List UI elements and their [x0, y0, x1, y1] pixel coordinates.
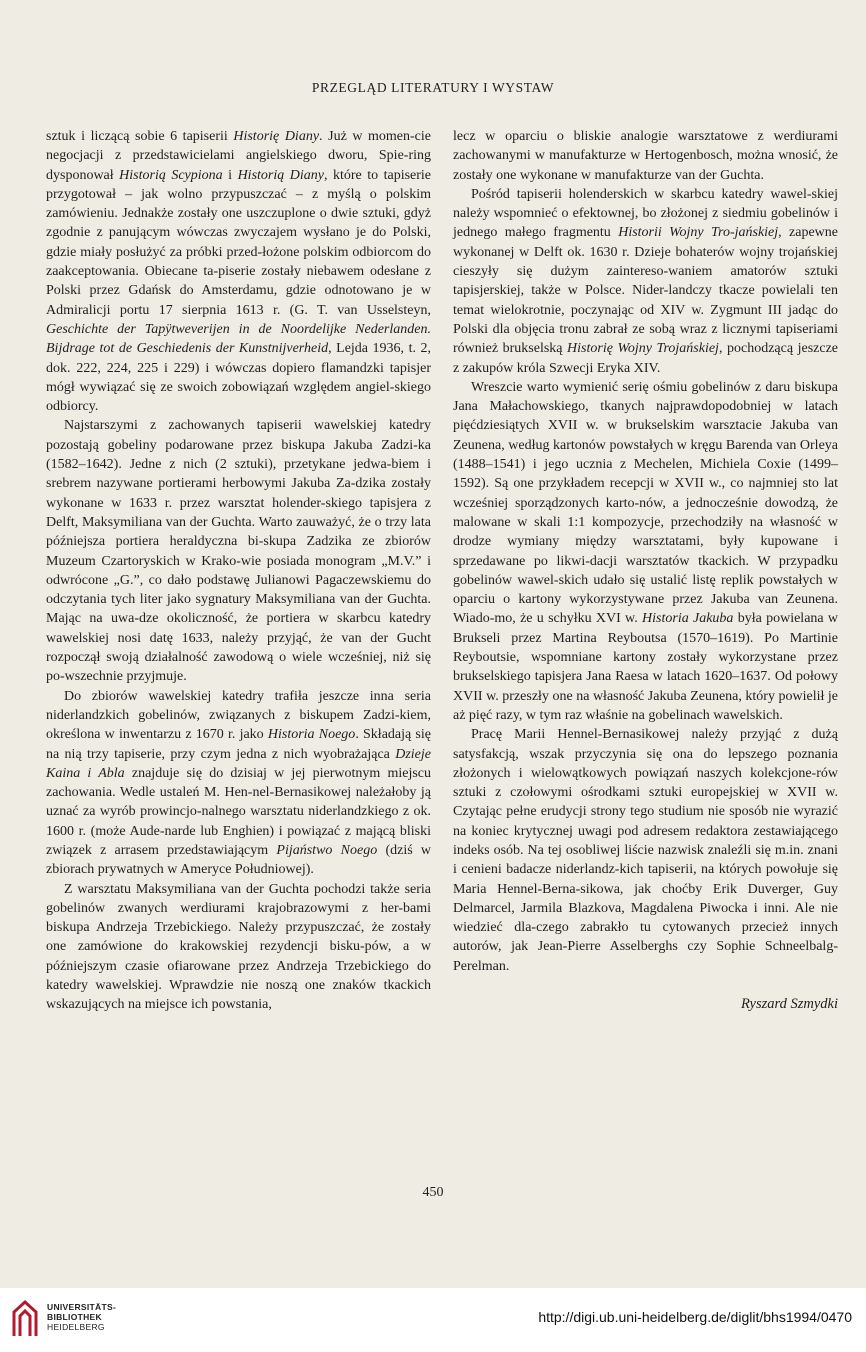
- running-head: PRZEGLĄD LITERATURY I WYSTAW: [311, 80, 555, 95]
- library-footer: [0, 1288, 866, 1352]
- paragraph: Do zbiorów wawelskiej katedry trafiła jeszcze inna seria niderlandzkich gobelinów, związanych z biskupem Zadzi-kiem, określona w inwentarzu z 1670 r. jako Historia Noego. Składają się na nią trzy tapiserie, przy czym jedna z nich wyobrażająca Dzieje Kaina i Abla znajduje się do dzisiaj w jej pierwotnym miejscu zachowania. Wedle ustaleń M. Hen-nel-Bernasikowej należałoby ją uznać za wyrób prowincjo-nalnego warsztatu niderlandzkiego z ok. 1600 r. (może Aude-narde lub Enghien) i powiązać z mającą bliski związek z arrasem przedstawiającym Pijaństwo Noego (dziś w zbiorach prywatnych w Ameryce Południowej).: [46, 688, 432, 878]
- paragraph: Pracę Marii Hennel-Bernasikowej należy przyjąć z dużą satysfakcją, wszak przyczynia się ona do lepszego poznania złożonych i wielowątkowych powiązań naszych kolekcjone-rów sztuki z czołowymi ośrodkami sztuki europejskiej w XVII w. Czytając pełne erudycji strony tego studium nie sposób nie wyrazić na koniec krytycznej uwagi pod adresem redaktora zestawiającego indeks osób. Na tej osobliwej liście nazwisk znaleźli się m.in. znani i cenieni badacze niderlandz-kich tapiserii, na których powołuje się Maria Hennel-Berna-sikowa, jak choćby Erik Duverger, Guy Delmarcel, Jarmila Blazkova, Magdalena Piwocka i inni. Ale nie wiedzieć dla-czego zabrakło tu cytowanych przecież innych autorów, jak Jean-Pierre Asselberghs czy Sophie Schneelbalg-Perelman.: [453, 727, 838, 974]
- paragraph: sztuk i liczącą sobie 6 tapiserii Historię Diany. Już w momen-cie negocjacji z przedstawicielami angielskiego dworu, Spie-ring dysponował Historią Scypiona i Historią Diany, które to tapiserie przygotował – jak wolno przypuszczać – z myślą o polskim zamówieniu. Jednakże zostały one uszczuplone o dwie sztuki, gdyż zgodnie z panującym wówczas zwyczajem wysłano je do Polski, gdzie miały posłużyć za próbki przed-łożone polskim odbiorcom do zaakceptowania. Obiecane ta-piserie zostały niebawem odesłane z Polski przez Gdańsk do Amsterdamu, gdzie odnotowano je w Admiralicji portu 17 sierpnia 1613 r. (G. T. van Usselsteyn, Geschichte der Tapÿtweverijen in de Noordelijke Nederlanden. Bijdrage tot de Geschiedenis der Kunstnijverheid, Lejda 1936, t. 2, dok. 222, 224, 225 i 229) i wówczas dopiero flamandzki tapisjer mógł wywiązać się ze swoich zobowiązań względem angiel-skiego odbiorcy.: [46, 129, 432, 415]
- author-signature: Ryszard Szmydki: [740, 996, 838, 1013]
- paragraph: Pośród tapiserii holenderskich w skarbcu katedry wawel-skiej należy wspomnieć o efektownej, bo złożonej z siedmiu gobelinów i jednego małego fragmentu Historii Wojny Tro-jańskiej, zapewne wykonanej w Delft ok. 1630 r. Dzieje bohaterów wojny trojańskiej cieszyły się dużym zaintereso-waniem amatorów sztuki tapisjerskiej, także w Polsce. Nider-landczy tkacze powielali ten temat wielokrotnie, poczynając od XIV w. Zygmunt III jadąc do Polski dla objęcia tronu zabrał ze sobą wraz z licznymi tapiseriami również brukselską Historię Wojny Trojańskiej, pochodzącą jeszcze z zakupów króla Szwecji Eryka XIV.: [453, 186, 838, 376]
- library-name: UNIVERSITÄTS- BIBLIOTHEK HEIDELBERG: [47, 1302, 117, 1332]
- paragraph: Z warsztatu Maksymiliana van der Guchta pochodzi także seria gobelinów zwanych werdiurami krajobrazowymi z her-bami biskupa Andrzeja Trzebickiego. Należy przypuszczać, że zostały one zamówione do krakowskiej rezydencji bisku-pów, a w późniejszym czasie ofiarowane przez Andrzeja Trzebickiego do katedry wawelskiej. Wprawdzie nie noszą one znaków tkackich wskazujących na miejsce ich powstania,: [46, 881, 431, 1013]
- library-logo-icon: [10, 1298, 40, 1338]
- left-column: [46, 127, 431, 1015]
- paragraph: Wreszcie warto wymienić serię ośmiu gobelinów z daru biskupa Jana Małachowskiego, tkanych najprawdopodobniej w latach pięćdziesiątych XVII w. w brukselskim warsztacie Jakuba van Zeunena, według kartonów powstałych w kręgu Barenda van Orleya (1488–1541) i jego ucznia z Mechelen, Michiela Coxie (1499–1592). Są one przykładem recepcji w XVII w., co najmniej sto lat wcześniej sporządzonych karto-nów, a jednocześnie dowodzą, że malowane w skali 1:1 kompozycje, przechodziły na własność w drodze wymiany między warsztatami, były kupowane i sprzedawane po likwi-dacji warsztatów tkackich. W przypadku gobelinów wawel-skich udało się ustalić listę replik powstałych w oparciu o kartony wykorzystywane przez Jakuba van Zeunena. Wiado-mo, że u schyłku XVI w. Historia Jakuba była powielana w Brukseli przez Martina Reyboutsa (1570–1619). Po Martinie Reyboutsie, wspomniane kartony zostały wykorzystane przez brukselskiego tapisjera Jana Raesa w latach 1620–1637. Od połowy XVII w. przeszły one na własność Jakuba Zeunena, który powielił je aż pięć razy, w tym raz właśnie na gobelinach wawelskich.: [453, 379, 839, 723]
- page-number: 450: [422, 1185, 444, 1200]
- paragraph: Najstarszymi z zachowanych tapiserii wawelskiej katedry pozostają gobeliny podarowane przez biskupa Jakuba Zadzi-ka (1582–1642). Jedne z nich (2 sztuki), przetykane jedwa-biem i srebrem nazywane portierami herbowymi Jakuba Za-dzika zostały wykonane w 1633 r. przez warsztat holender-skiego tapisjera z Delft, Maksymiliana van der Guchta. Warto zauważyć, że o trzy lata późniejsza portiera heraldyczna bi-skupa Zadzika ze zbiorów Muzeum Czartoryskich w Krako-wie posiada monogram „M.V.” i odwrócone „G.”, co dało podstawę Julianowi Pagaczewskiemu do odczytania tych liter jako sygnatury Maksymiliana van der Guchta. Mając na uwa-dze okoliczność, że portiera w skarbcu katedry wawelskiej nosi datę 1633, należy przyjąć, że van der Gucht rozpoczął swoją działalność zawodową o wiele wcześniej, niż się po-wszechnie przyjmuje.: [46, 418, 431, 685]
- paragraph: lecz w oparciu o bliskie analogie warsztatowe z werdiurami zachowanymi w manufakturze w Hertogenbosch, można wnosić, że zostały one wykonane w manufakturze van der Guchta.: [453, 129, 838, 183]
- source-url-link[interactable]: http://digi.ub.uni-heidelberg.de/diglit/bhs1994/0470: [538, 1309, 852, 1325]
- right-column: [453, 127, 838, 1014]
